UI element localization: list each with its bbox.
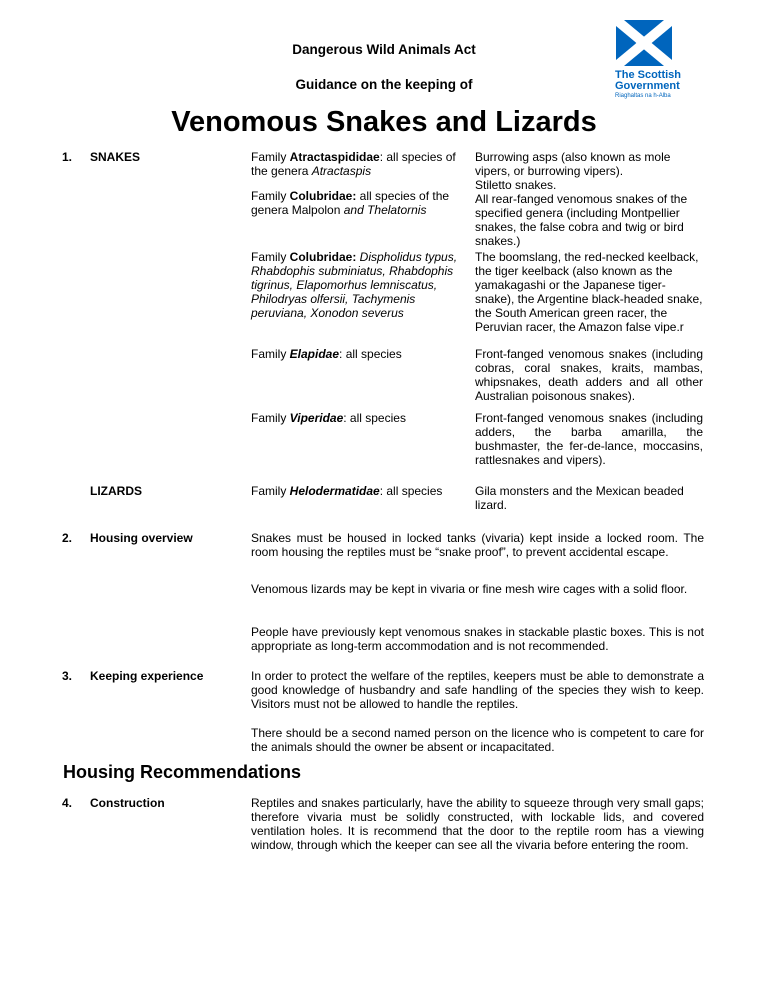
family-name: Colubridae: bbox=[289, 189, 357, 203]
act-title: Dangerous Wild Animals Act bbox=[292, 42, 476, 57]
desc-boomslang: The boomslang, the red-necked keelback, the tiger keelback (also known as the yamakagashi or the Japanese tiger-snake), the Argentine black-headed snake, the South American green racer, the Peruvian racer, the Amazon false vipe.r bbox=[475, 250, 703, 334]
family-prefix: Family bbox=[251, 347, 290, 361]
family-prefix: Family bbox=[251, 411, 290, 425]
housing-recommendations-heading: Housing Recommendations bbox=[63, 762, 302, 782]
family-prefix: Family bbox=[251, 250, 290, 264]
construction-p1: Reptiles and snakes particularly, have the ability to squeeze through very small gaps; therefore vivaria must be solidly constructed, with lockable lids, and covered ventilation holes. It is recommend that the door to the reptile room has a viewing window, through which the keeper can see all the vivaria before entering the room. bbox=[251, 796, 704, 852]
family-rest: all species of the genera Malpolon bbox=[251, 189, 450, 217]
family-prefix: Family bbox=[251, 150, 290, 164]
keeping-experience-p2: There should be a second named person on the licence who is competent to care for the animals should the owner be absent or incapacitated. bbox=[251, 726, 704, 754]
family-rest: : all species bbox=[339, 347, 402, 361]
family-elapidae bbox=[251, 347, 463, 361]
page-title: Venomous Snakes and Lizards bbox=[171, 106, 597, 138]
family-rest: : all species bbox=[343, 411, 406, 425]
family-species: Dispholidus typus, Rhabdophis subminiatus, Rhabdophis tigrinus, Elapomorhus lemniscatus, Philodryas olfersii, Tachymenis peruviana, Xonodon severus bbox=[251, 250, 458, 320]
family-name: Viperidae bbox=[289, 411, 344, 425]
desc-elapidae: Front-fanged venomous snakes (including cobras, coral snakes, kraits, mambas, whipsnakes, death adders and all other Australian poisonous snakes). bbox=[475, 347, 703, 403]
desc-gila-monsters: Gila monsters and the Mexican beaded lizard. bbox=[475, 484, 684, 512]
section-1-label: SNAKES bbox=[90, 150, 141, 164]
logo-line-1: The Scottish bbox=[615, 69, 682, 81]
housing-overview-p2: Venomous lizards may be kept in vivaria or fine mesh wire cages with a solid floor. bbox=[251, 582, 688, 596]
family-name: Elapidae bbox=[289, 347, 340, 361]
keeping-experience-p1: In order to protect the welfare of the reptiles, keepers must be able to demonstrate a good knowledge of husbandry and safe handling of the species they wish to keep. Visitors must not be allowed to handle the reptiles. bbox=[251, 669, 704, 711]
family-genus: Atractaspis bbox=[311, 164, 372, 178]
saltire-flag-icon bbox=[600, 20, 688, 68]
family-rest: : all species bbox=[379, 484, 443, 498]
desc-viperidae: Front-fanged venomous snakes (including adders, the barba amarilla, the bushmaster, the fer-de-lance, moccasins, rattlesnakes and vipers). bbox=[475, 411, 703, 467]
section-3-label: Keeping experience bbox=[90, 669, 204, 683]
family-atractaspididae bbox=[251, 150, 463, 178]
family-prefix: Family bbox=[251, 189, 290, 203]
section-3-number: 3. bbox=[62, 669, 73, 683]
family-colubridae-genera bbox=[251, 189, 463, 217]
family-prefix: Family bbox=[251, 484, 290, 498]
logo-line-2: Government bbox=[615, 80, 680, 92]
family-helodermatidae bbox=[251, 484, 463, 498]
scottish-government-logo bbox=[600, 20, 688, 104]
desc-burrowing-asps: Burrowing asps (also known as mole vipers, or burrowing vipers). bbox=[475, 150, 671, 178]
section-2-label: Housing overview bbox=[90, 531, 193, 545]
desc-stiletto: Stiletto snakes. bbox=[475, 178, 557, 192]
housing-overview-p1: Snakes must be housed in locked tanks (vivaria) kept inside a locked room. The room housing the reptiles must be “snake proof”, to prevent accidental escape. bbox=[251, 531, 704, 559]
family-name: Colubridae: bbox=[289, 250, 357, 264]
section-2-number: 2. bbox=[62, 531, 73, 545]
family-viperidae bbox=[251, 411, 463, 425]
section-4-number: 4. bbox=[62, 796, 73, 810]
family-name: Helodermatidae bbox=[289, 484, 380, 498]
section-1-number: 1. bbox=[62, 150, 73, 164]
family-colubridae-species bbox=[251, 250, 463, 320]
family-name: Atractaspididae bbox=[289, 150, 380, 164]
logo-line-3: Riaghaltas na h-Alba bbox=[615, 93, 671, 99]
family-rest: : all species of the genera bbox=[251, 150, 456, 178]
housing-overview-p3: People have previously kept venomous snakes in stackable plastic boxes. This is not appropriate as long-term accommodation and is not recommended. bbox=[251, 625, 704, 653]
lizards-label: LIZARDS bbox=[90, 484, 142, 498]
guidance-subtitle: Guidance on the keeping of bbox=[295, 77, 473, 92]
desc-rear-fanged: All rear-fanged venomous snakes of the specified genera (including Montpellier snakes, the false cobra and twig or bird snakes.) bbox=[475, 192, 688, 248]
section-4-label: Construction bbox=[90, 796, 165, 810]
family-genus: and Thelatornis bbox=[343, 203, 427, 217]
